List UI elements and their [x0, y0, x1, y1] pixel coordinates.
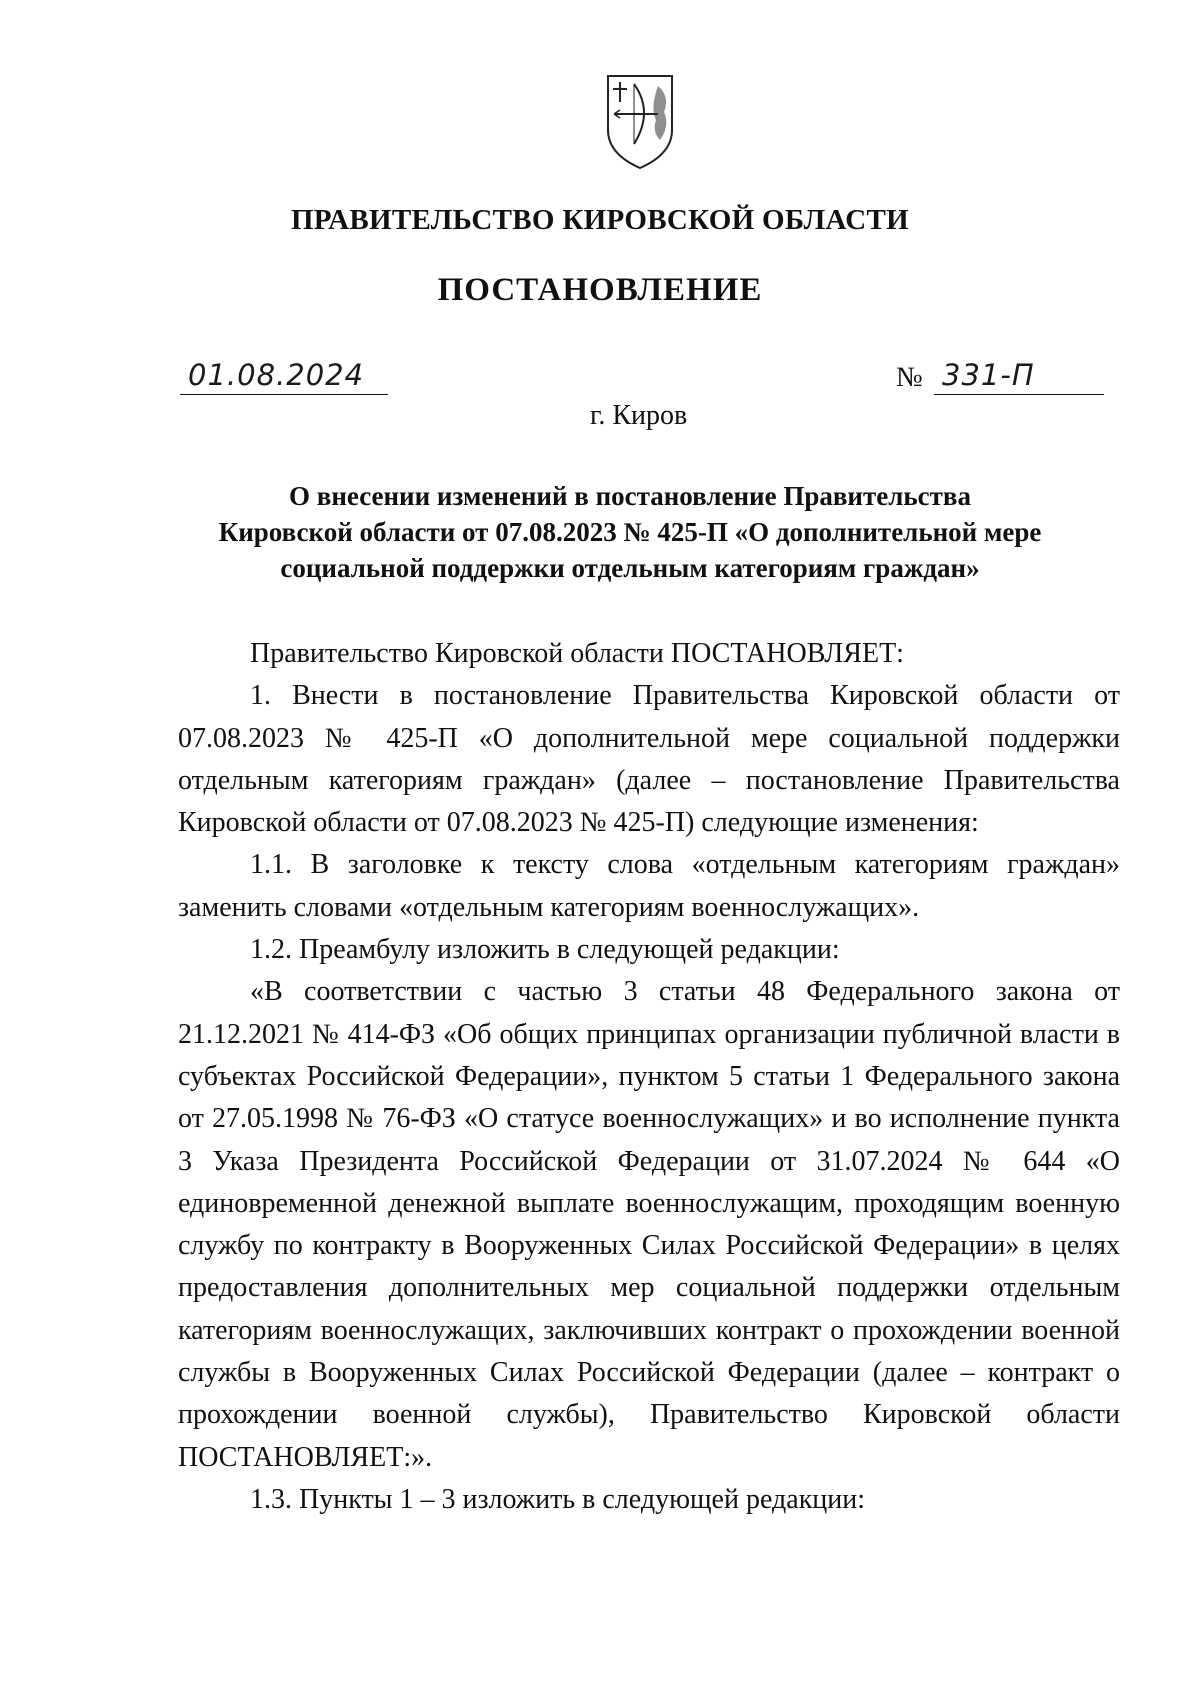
document-date-field — [180, 356, 388, 395]
kirov-coat-of-arms-emblem — [600, 72, 680, 172]
paragraph-preamble-text: «В соответствии с частью 3 статьи 48 Федерального закона от 21.12.2021 № 414-ФЗ «Об общих принципах организации публичной власти в субъектах Российской Федерации», пунктом 5 статьи 1 Федерального закона от 27.05.1998 № 76-ФЗ «О статусе военнослужащих» и во исполнение пункта 3 Указа Президента Российской Федерации от 31.07.2024 № 644 «О единовременной денежной выплате военнослужащим, проходящим военную службу по контракту в Вооруженных Силах Российской Федерации» в целях предоставления дополнительных мер социальной поддержки отдельным категориям военнослужащих, заключивших контракт о прохождении военной службы в Вооруженных Силах Российской Федерации (далее – контракт о прохождении военной службы), Правительство Кировской области ПОСТАНОВЛЯЕТ:». — [178, 976, 1120, 1473]
paragraph-item-1-1: 1.1. В заголовке к тексту слова «отдельным категориям граждан» заменить словами «отдельным категориям военнослужащих». — [178, 849, 1120, 923]
document-type-title: ПОСТАНОВЛЕНИЕ — [437, 272, 763, 308]
government-title: ПРАВИТЕЛЬСТВО КИРОВСКОЙ ОБЛАСТИ — [290, 204, 910, 236]
document-heading — [150, 478, 1110, 586]
document-number: 331-П — [942, 358, 1035, 392]
number-label: № — [896, 362, 923, 393]
city-name: г. Киров — [590, 400, 688, 431]
document-date: 01.08.2024 — [188, 358, 365, 392]
heading-line: О внесении изменений в постановление Правительства — [289, 481, 971, 511]
paragraph-item-1: 1. Внести в постановление Правительства Кировской области от 07.08.2023 № 425-П «О дополнительной мере социальной поддержки отдельным категориям граждан» (далее – постановление Правительства Кировской области от 07.08.2023 № 425-П) следующие изменения: — [178, 680, 1120, 839]
heading-line: Кировской области от 07.08.2023 № 425-П «О дополнительной мере — [218, 517, 1042, 547]
paragraph-resolves: Правительство Кировской области ПОСТАНОВЛЯЕТ: — [250, 638, 904, 669]
paragraph-item-1-3: 1.3. Пункты 1 – 3 изложить в следующей редакции: — [250, 1483, 866, 1515]
heading-line: социальной поддержки отдельным категориям граждан» — [280, 553, 980, 583]
document-body — [178, 633, 1120, 1521]
paragraph-item-1-2: 1.2. Преамбулу изложить в следующей редакции: — [250, 934, 840, 966]
document-number-field — [934, 356, 1104, 395]
